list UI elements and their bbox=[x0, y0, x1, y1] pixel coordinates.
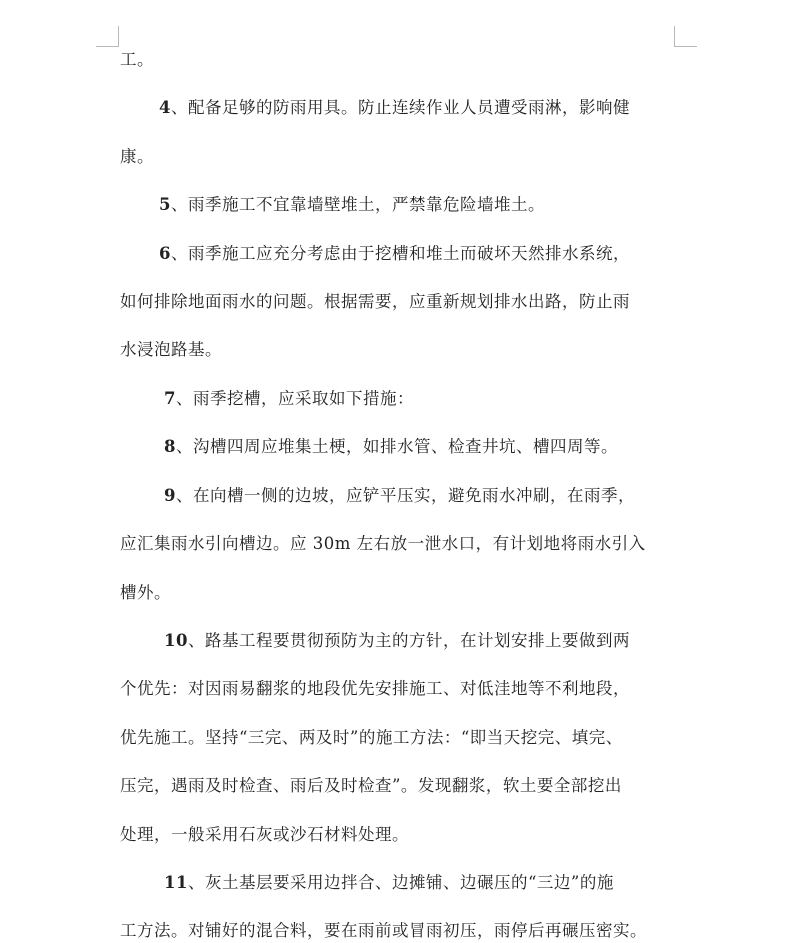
line-text: 处理，一般采用石灰或沙石材料处理。 bbox=[120, 825, 409, 844]
item-separator: 、 bbox=[187, 631, 205, 650]
crop-mark-top-right bbox=[674, 26, 697, 47]
item-separator: 、 bbox=[175, 486, 193, 505]
paragraph-line bbox=[120, 726, 680, 750]
item-number: 11 bbox=[164, 873, 188, 892]
line-text: 槽外。 bbox=[120, 583, 171, 602]
paragraph-line bbox=[120, 290, 680, 314]
line-text: 配备足够的防雨用具。防止连续作业人员遭受雨淋，影响健 bbox=[187, 98, 630, 117]
line-text: 优先施工。坚持“三完、两及时”的施工方法：“即当天挖完、填完、 bbox=[120, 728, 623, 747]
paragraph-line bbox=[120, 532, 680, 556]
paragraph-line bbox=[164, 629, 724, 653]
paragraph-line bbox=[120, 823, 680, 847]
paragraph-line bbox=[120, 48, 680, 72]
item-number: 6 bbox=[159, 244, 171, 263]
line-text: 灰土基层要采用边拌合、边摊铺、边碾压的“三边”的施 bbox=[204, 873, 614, 892]
line-text: 在向槽一侧的边坡，应铲平压实，避免雨水冲刷，在雨季， bbox=[192, 486, 635, 505]
line-text: 康。 bbox=[120, 147, 154, 166]
item-number: 5 bbox=[159, 195, 171, 214]
item-separator: 、 bbox=[170, 244, 188, 263]
paragraph-line bbox=[120, 677, 680, 701]
crop-mark-top-left bbox=[96, 26, 119, 47]
paragraph-line bbox=[120, 338, 680, 362]
line-text: 路基工程要贯彻预防为主的方针，在计划安排上要做到两 bbox=[204, 631, 630, 650]
line-text: 如何排除地面雨水的问题。根据需要，应重新规划排水出路，防止雨 bbox=[120, 292, 630, 311]
paragraph-line bbox=[159, 193, 719, 217]
paragraph-line bbox=[159, 96, 719, 120]
line-text: 雨季施工应充分考虑由于挖槽和堆土而破坏天然排水系统， bbox=[187, 244, 630, 263]
paragraph-line bbox=[120, 919, 680, 943]
line-text: 应汇集雨水引向槽边。应 30m 左右放一泄水口，有计划地将雨水引入 bbox=[120, 534, 646, 553]
item-separator: 、 bbox=[170, 195, 188, 214]
line-text: 雨季施工不宜靠墙壁堆土，严禁靠危险墙堆土。 bbox=[187, 195, 545, 214]
item-separator: 、 bbox=[175, 389, 193, 408]
paragraph-line bbox=[120, 581, 680, 605]
item-separator: 、 bbox=[175, 437, 193, 456]
paragraph-line bbox=[120, 774, 680, 798]
paragraph-line bbox=[164, 484, 724, 508]
line-text: 工方法。对铺好的混合料，要在雨前或冒雨初压，雨停后再碾压密实。 bbox=[120, 921, 647, 940]
line-text: 沟槽四周应堆集土梗，如排水管、检查井坑、槽四周等。 bbox=[192, 437, 618, 456]
item-separator: 、 bbox=[187, 873, 205, 892]
paragraph-line bbox=[164, 435, 724, 459]
line-text: 工。 bbox=[120, 50, 154, 69]
paragraph-line bbox=[159, 242, 719, 266]
item-number: 4 bbox=[159, 98, 171, 117]
paragraph-line bbox=[164, 871, 724, 895]
line-text: 雨季挖槽，应采取如下措施： bbox=[192, 389, 414, 408]
paragraph-line bbox=[164, 387, 724, 411]
item-number: 9 bbox=[164, 486, 176, 505]
item-number: 10 bbox=[164, 631, 188, 650]
line-text: 压完，遇雨及时检查、雨后及时检查”。发现翻浆，软土要全部挖出 bbox=[120, 776, 622, 795]
line-text: 个优先：对因雨易翻浆的地段优先安排施工、对低洼地等不利地段， bbox=[120, 679, 630, 698]
item-number: 7 bbox=[164, 389, 176, 408]
line-text: 水浸泡路基。 bbox=[120, 340, 222, 359]
item-number: 8 bbox=[164, 437, 176, 456]
paragraph-line bbox=[120, 145, 680, 169]
item-separator: 、 bbox=[170, 98, 188, 117]
